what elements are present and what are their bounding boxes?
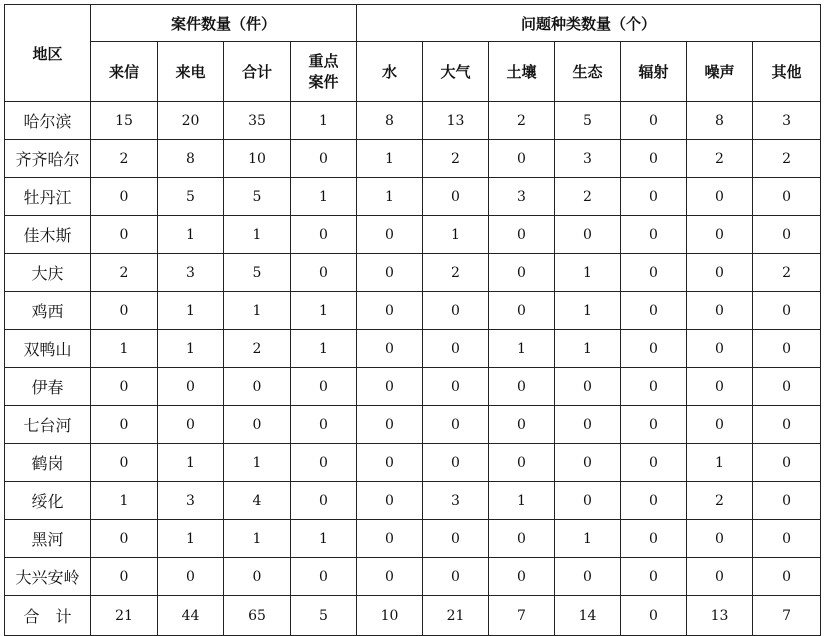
value-cell: 1 — [555, 330, 621, 368]
table-footer — [5, 596, 821, 636]
value-cell: 0 — [224, 368, 291, 406]
region-cell: 鸡西 — [5, 292, 91, 330]
value-cell: 0 — [357, 216, 423, 254]
value-cell: 3 — [423, 482, 489, 520]
value-cell: 0 — [687, 292, 753, 330]
table-body — [5, 102, 821, 596]
column-header: 重点案件 — [291, 42, 357, 102]
region-header: 地区 — [5, 5, 91, 102]
value-cell: 0 — [224, 558, 291, 596]
value-cell: 1 — [224, 444, 291, 482]
value-cell: 1 — [423, 216, 489, 254]
value-cell: 0 — [224, 406, 291, 444]
table-row — [5, 558, 821, 596]
value-cell: 1 — [224, 292, 291, 330]
value-cell: 0 — [291, 406, 357, 444]
value-cell: 0 — [687, 330, 753, 368]
column-header: 土壤 — [489, 42, 555, 102]
value-cell: 1 — [357, 178, 423, 216]
cases-group-header: 案件数量（件） — [91, 5, 357, 42]
value-cell: 1 — [158, 216, 224, 254]
region-cell: 七台河 — [5, 406, 91, 444]
total-cell: 44 — [158, 596, 224, 636]
value-cell: 1 — [91, 330, 158, 368]
table-row — [5, 102, 821, 140]
value-cell: 0 — [555, 444, 621, 482]
region-cell: 哈尔滨 — [5, 102, 91, 140]
value-cell: 2 — [91, 254, 158, 292]
value-cell: 0 — [291, 482, 357, 520]
value-cell: 1 — [687, 444, 753, 482]
total-cell: 7 — [753, 596, 821, 636]
value-cell: 0 — [489, 254, 555, 292]
value-cell: 0 — [555, 406, 621, 444]
value-cell: 3 — [555, 140, 621, 178]
value-cell: 1 — [158, 520, 224, 558]
value-cell: 2 — [753, 254, 821, 292]
value-cell: 0 — [687, 368, 753, 406]
value-cell: 2 — [687, 140, 753, 178]
value-cell: 0 — [753, 520, 821, 558]
region-cell: 大庆 — [5, 254, 91, 292]
value-cell: 1 — [91, 482, 158, 520]
total-label: 合 计 — [5, 596, 91, 636]
value-cell: 8 — [357, 102, 423, 140]
value-cell: 20 — [158, 102, 224, 140]
value-cell: 0 — [489, 444, 555, 482]
total-cell: 7 — [489, 596, 555, 636]
value-cell: 1 — [489, 330, 555, 368]
value-cell: 0 — [753, 368, 821, 406]
value-cell: 0 — [91, 406, 158, 444]
column-header: 来信 — [91, 42, 158, 102]
column-header: 噪声 — [687, 42, 753, 102]
table-header — [5, 5, 821, 102]
value-cell: 2 — [555, 178, 621, 216]
value-cell: 0 — [753, 444, 821, 482]
column-header: 生态 — [555, 42, 621, 102]
value-cell: 1 — [291, 330, 357, 368]
region-cell: 黑河 — [5, 520, 91, 558]
value-cell: 0 — [753, 216, 821, 254]
value-cell: 0 — [489, 292, 555, 330]
value-cell: 5 — [224, 254, 291, 292]
table-row — [5, 406, 821, 444]
value-cell: 3 — [158, 482, 224, 520]
value-cell: 2 — [753, 140, 821, 178]
column-header: 辐射 — [621, 42, 687, 102]
value-cell: 0 — [357, 368, 423, 406]
value-cell: 2 — [91, 140, 158, 178]
value-cell: 0 — [621, 254, 687, 292]
value-cell: 0 — [291, 254, 357, 292]
value-cell: 0 — [621, 482, 687, 520]
value-cell: 0 — [753, 558, 821, 596]
value-cell: 0 — [291, 216, 357, 254]
column-header: 来电 — [158, 42, 224, 102]
value-cell: 0 — [489, 368, 555, 406]
region-cell: 双鸭山 — [5, 330, 91, 368]
value-cell: 0 — [687, 520, 753, 558]
table-row — [5, 444, 821, 482]
value-cell: 4 — [224, 482, 291, 520]
value-cell: 0 — [753, 178, 821, 216]
value-cell: 2 — [423, 254, 489, 292]
value-cell: 0 — [489, 558, 555, 596]
value-cell: 0 — [91, 292, 158, 330]
total-cell: 14 — [555, 596, 621, 636]
value-cell: 0 — [158, 368, 224, 406]
table-row — [5, 216, 821, 254]
value-cell: 0 — [753, 292, 821, 330]
value-cell: 0 — [423, 292, 489, 330]
value-cell: 1 — [555, 254, 621, 292]
value-cell: 1 — [291, 102, 357, 140]
value-cell: 0 — [91, 520, 158, 558]
column-header: 大气 — [423, 42, 489, 102]
value-cell: 0 — [91, 444, 158, 482]
total-cell: 5 — [291, 596, 357, 636]
header-row-columns — [5, 42, 821, 102]
value-cell: 0 — [423, 330, 489, 368]
value-cell: 0 — [621, 444, 687, 482]
value-cell: 0 — [687, 178, 753, 216]
total-cell: 21 — [91, 596, 158, 636]
value-cell: 0 — [687, 406, 753, 444]
value-cell: 0 — [687, 558, 753, 596]
value-cell: 0 — [91, 368, 158, 406]
value-cell: 0 — [423, 558, 489, 596]
value-cell: 10 — [224, 140, 291, 178]
value-cell: 0 — [753, 330, 821, 368]
value-cell: 0 — [687, 216, 753, 254]
value-cell: 0 — [621, 368, 687, 406]
table-row — [5, 178, 821, 216]
value-cell: 0 — [291, 368, 357, 406]
value-cell: 0 — [357, 520, 423, 558]
value-cell: 1 — [158, 444, 224, 482]
table-row — [5, 368, 821, 406]
total-cell: 13 — [687, 596, 753, 636]
value-cell: 8 — [158, 140, 224, 178]
value-cell: 0 — [621, 102, 687, 140]
region-cell: 牡丹江 — [5, 178, 91, 216]
value-cell: 2 — [224, 330, 291, 368]
value-cell: 0 — [158, 558, 224, 596]
value-cell: 0 — [357, 558, 423, 596]
value-cell: 0 — [489, 216, 555, 254]
value-cell: 3 — [753, 102, 821, 140]
value-cell: 1 — [291, 520, 357, 558]
value-cell: 0 — [423, 368, 489, 406]
value-cell: 2 — [687, 482, 753, 520]
value-cell: 1 — [357, 140, 423, 178]
value-cell: 0 — [423, 178, 489, 216]
value-cell: 0 — [621, 558, 687, 596]
value-cell: 0 — [753, 482, 821, 520]
value-cell: 5 — [224, 178, 291, 216]
column-header: 合计 — [224, 42, 291, 102]
value-cell: 0 — [555, 368, 621, 406]
value-cell: 13 — [423, 102, 489, 140]
value-cell: 0 — [423, 520, 489, 558]
value-cell: 0 — [621, 406, 687, 444]
value-cell: 0 — [489, 406, 555, 444]
value-cell: 1 — [158, 330, 224, 368]
value-cell: 0 — [357, 406, 423, 444]
value-cell: 5 — [555, 102, 621, 140]
value-cell: 0 — [489, 140, 555, 178]
value-cell: 1 — [489, 482, 555, 520]
total-row — [5, 596, 821, 636]
value-cell: 1 — [291, 178, 357, 216]
region-cell: 齐齐哈尔 — [5, 140, 91, 178]
value-cell: 0 — [621, 292, 687, 330]
value-cell: 0 — [357, 444, 423, 482]
value-cell: 0 — [291, 140, 357, 178]
value-cell: 3 — [489, 178, 555, 216]
header-row-groups — [5, 5, 821, 42]
table-row — [5, 254, 821, 292]
table-row — [5, 330, 821, 368]
value-cell: 1 — [224, 520, 291, 558]
total-cell: 0 — [621, 596, 687, 636]
value-cell: 0 — [291, 444, 357, 482]
value-cell: 0 — [555, 216, 621, 254]
value-cell: 0 — [91, 178, 158, 216]
value-cell: 1 — [555, 292, 621, 330]
value-cell: 0 — [423, 444, 489, 482]
region-cell: 伊春 — [5, 368, 91, 406]
table-row — [5, 520, 821, 558]
value-cell: 0 — [158, 406, 224, 444]
value-cell: 0 — [555, 558, 621, 596]
value-cell: 0 — [621, 178, 687, 216]
region-cell: 大兴安岭 — [5, 558, 91, 596]
value-cell: 0 — [489, 520, 555, 558]
value-cell: 1 — [224, 216, 291, 254]
value-cell: 0 — [357, 482, 423, 520]
value-cell: 0 — [423, 406, 489, 444]
region-cell: 佳木斯 — [5, 216, 91, 254]
region-cell: 鹤岗 — [5, 444, 91, 482]
value-cell: 0 — [621, 216, 687, 254]
table-row — [5, 140, 821, 178]
value-cell: 1 — [291, 292, 357, 330]
value-cell: 8 — [687, 102, 753, 140]
value-cell: 0 — [291, 558, 357, 596]
total-cell: 10 — [357, 596, 423, 636]
value-cell: 0 — [555, 482, 621, 520]
value-cell: 0 — [621, 140, 687, 178]
column-header: 其他 — [753, 42, 821, 102]
table-container — [4, 4, 821, 636]
value-cell: 5 — [158, 178, 224, 216]
complaint-stats-table — [4, 4, 821, 636]
value-cell: 0 — [357, 330, 423, 368]
value-cell: 0 — [621, 520, 687, 558]
column-header: 水 — [357, 42, 423, 102]
value-cell: 1 — [555, 520, 621, 558]
value-cell: 2 — [489, 102, 555, 140]
value-cell: 15 — [91, 102, 158, 140]
value-cell: 0 — [91, 216, 158, 254]
total-cell: 21 — [423, 596, 489, 636]
value-cell: 0 — [357, 254, 423, 292]
issues-group-header: 问题种类数量（个） — [357, 5, 821, 42]
table-row — [5, 292, 821, 330]
value-cell: 1 — [158, 292, 224, 330]
value-cell: 35 — [224, 102, 291, 140]
value-cell: 3 — [158, 254, 224, 292]
value-cell: 0 — [357, 292, 423, 330]
table-row — [5, 482, 821, 520]
value-cell: 0 — [91, 558, 158, 596]
value-cell: 0 — [753, 406, 821, 444]
value-cell: 0 — [687, 254, 753, 292]
region-cell: 绥化 — [5, 482, 91, 520]
value-cell: 0 — [621, 330, 687, 368]
total-cell: 65 — [224, 596, 291, 636]
value-cell: 2 — [423, 140, 489, 178]
